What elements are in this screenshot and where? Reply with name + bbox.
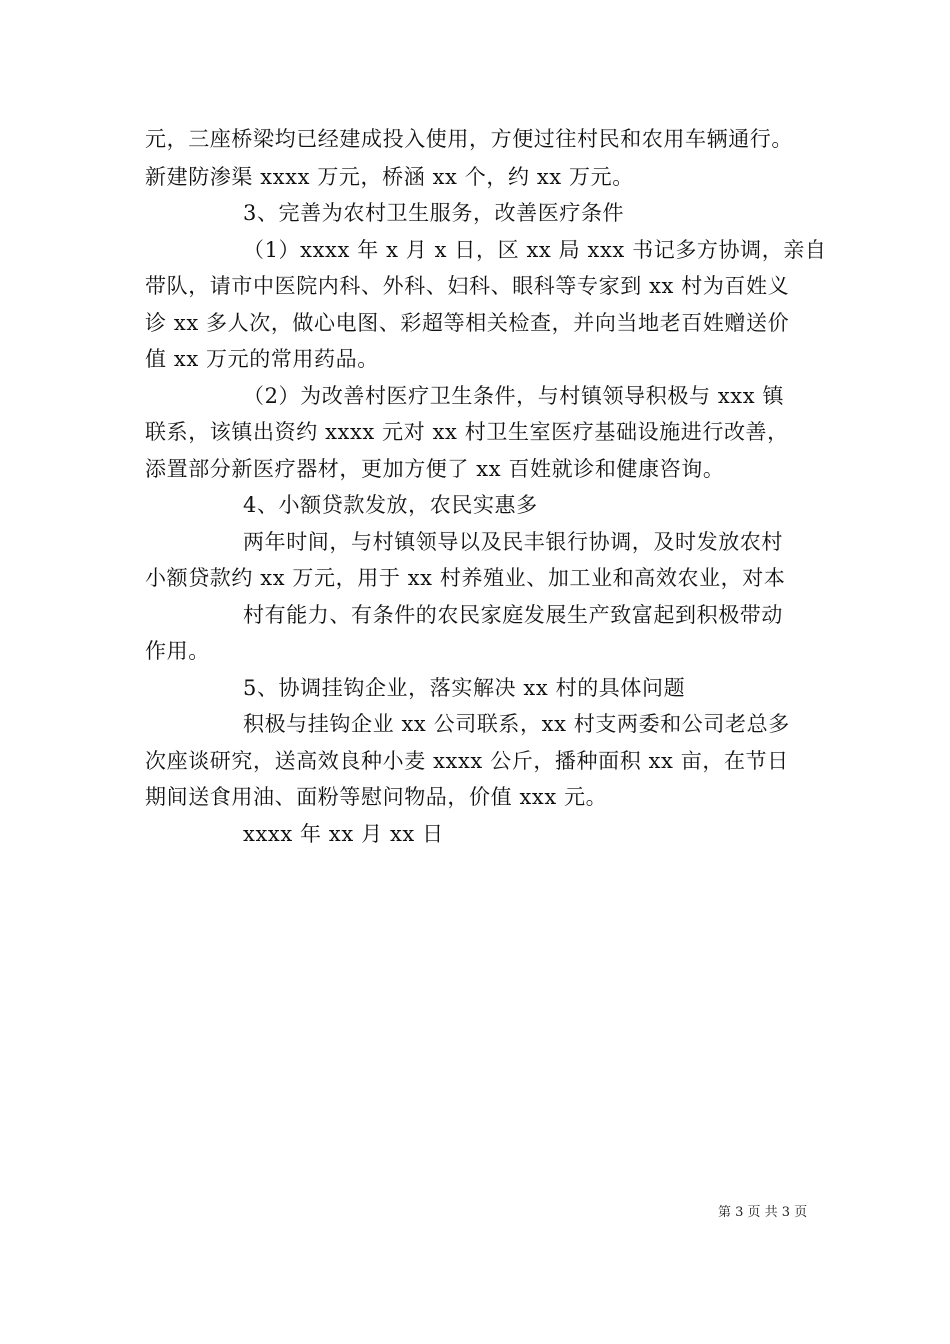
p2-line3: 诊 xx 多人次，做心电图、彩超等相关检查，并向当地老百姓赠送价 xyxy=(145,311,790,335)
p5-line1: 积极与挂钩企业 xx 公司联系，xx 村支两委和公司老总多 xyxy=(243,712,790,736)
p4-line3: 村有能力、有条件的农民家庭发展生产致富起到积极带动 xyxy=(243,603,783,627)
p2-line4: 值 xx 万元的常用药品。 xyxy=(145,347,379,371)
p1-line2: 新建防渗渠 xxxx 万元，桥涵 xx 个，约 xx 万元。 xyxy=(145,165,634,189)
p5-line3: 期间送食用油、面粉等慰问物品，价值 xxx 元。 xyxy=(145,785,608,809)
p3-line2: 联系，该镇出资约 xxxx 元对 xx 村卫生室医疗基础设施进行改善， xyxy=(145,420,789,444)
p2-line2: 带队，请市中医院内科、外科、妇科、眼科等专家到 xx 村为百姓义 xyxy=(145,274,790,298)
p5-line2: 次座谈研究，送高效良种小麦 xxxx 公斤，播种面积 xx 亩，在节日 xyxy=(145,749,789,773)
p3-line3: 添置部分新医疗器材，更加方便了 xx 百姓就诊和健康咨询。 xyxy=(145,457,725,481)
p2-line1: （1）xxxx 年 x 月 x 日，区 xx 局 xxx 书记多方协调，亲自 xyxy=(243,238,827,262)
heading-3: 3、完善为农村卫生服务，改善医疗条件 xyxy=(243,201,625,225)
p3-line1: （2）为改善村医疗卫生条件，与村镇领导积极与 xxx 镇 xyxy=(243,384,785,408)
page-number-footer: 第 3 页 共 3 页 xyxy=(718,1205,808,1220)
p4-line2: 小额贷款约 xx 万元，用于 xx 村养殖业、加工业和高效农业，对本 xyxy=(145,566,786,590)
p4-line4: 作用。 xyxy=(145,639,210,663)
heading-4: 4、小额贷款发放，农民实惠多 xyxy=(243,493,538,517)
heading-5: 5、协调挂钩企业，落实解决 xx 村的具体问题 xyxy=(243,676,686,700)
p1-line1: 元，三座桥梁均已经建成投入使用，方便过往村民和农用车辆通行。 xyxy=(145,127,793,151)
p4-line1: 两年时间，与村镇领导以及民丰银行协调，及时发放农村 xyxy=(243,530,783,554)
document-date: xxxx 年 xx 月 xx 日 xyxy=(243,822,444,846)
